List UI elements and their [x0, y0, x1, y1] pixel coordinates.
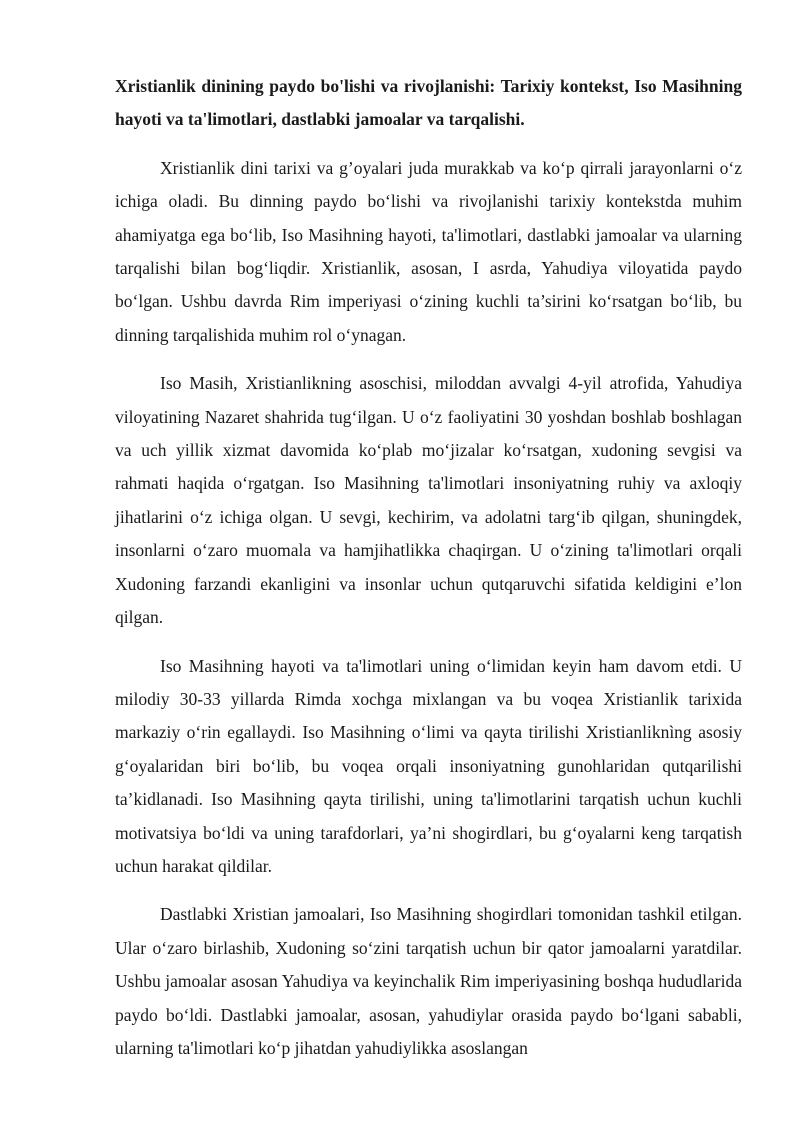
paragraph-3: Iso Masihning hayoti va ta'limotlari uning o‘limidan keyin ham davom etdi. U milodiy 30-33 yillarda Rimda xochga mixlangan va bu voqea Xristianlik tarixida markaziy o‘rin egallaydi. Iso Masihning o‘limi va qayta tirilishi Xristianliknìng asosiy g‘oyalaridan biri bo‘lib, bu voqea orqali insoniyatning gunohlaridan qutqarilishi ta’kidlanadi. Iso Masihning qayta tirilishi, uning ta'limotlarini tarqatish uchun kuchli motivatsiya bo‘ldi va uning tarafdorlari, ya’ni shogirdlari, bu g‘oyalarni keng tarqatish uchun harakat qildilar.	[115, 655, 742, 876]
paragraph-2: Iso Masih, Xristianlikning asoschisi, miloddan avvalgi 4-yil atrofida, Yahudiya viloyatining Nazaret shahrida tug‘ilgan. U o‘z faoliyatini 30 yoshdan boshlab boshlagan va uch yillik xizmat davomida ko‘plab mo‘jizalar ko‘rsatgan, xudoning sevgisi va rahmati haqida o‘rgatgan. Iso Masihning ta'limotlari insoniyatning ruhiy va axloqiy jihatlarini o‘z ichiga olgan. U sevgi, kechirim, va adolatni targ‘ib qilgan, shuningdek, insonlarni o‘zaro muomala va hamjihatlikka chaqirgan. U o‘zining ta'limotlari orqali Xudoning farzandi ekanligini va insonlar uchun qutqaruvchi sifatida keldigini e’lon qilgan.	[115, 373, 742, 628]
paragraph-4: Dastlabki Xristian jamoalari, Iso Masihning shogirdlari tomonidan tashkil etilgan. Ular o‘zaro birlashib, Xudoning so‘zini tarqatish uchun bir qator jamoalarni yaratdilar. Ushbu jamoalar asosan Yahudiya va keyinchalik Rim imperiyasining boshqa hududlarida paydo bo‘ldi. Dastlabki jamoalar, asosan, yahudiylar orasida paydo bo‘lgani sababli, ularning ta'limotlari ko‘p jihatdan yahudiylikka asoslangan	[115, 904, 742, 1058]
paragraph-1: Xristianlik dini tarixi va g’oyalari juda murakkab va ko‘p qirrali jarayonlarni o‘z ichiga oladi. Bu dinning paydo bo‘lishi va rivojlanishi tarixiy kontekstda muhim ahamiyatga ega bo‘lib, Iso Masihning hayoti, ta'limotlari, dastlabki jamoalar va ularning tarqalishi bilan bog‘liqdir. Xristianlik, asosan, I asrda, Yahudiya viloyatida paydo bo‘lgan. Ushbu davrda Rim imperiyasi o‘zining kuchli ta’sirini ko‘rsatgan bo‘lib, bu dinning tarqalishida muhim rol o‘ynagan.	[115, 157, 742, 345]
document-page	[115, 70, 742, 1065]
document-title: Xristianlik dinining paydo bo'lishi va rivojlanishi: Tarixiy kontekst, Iso Masihning hayoti va ta'limotlari, dastlabki jamoalar va tarqalishi.	[115, 76, 742, 130]
